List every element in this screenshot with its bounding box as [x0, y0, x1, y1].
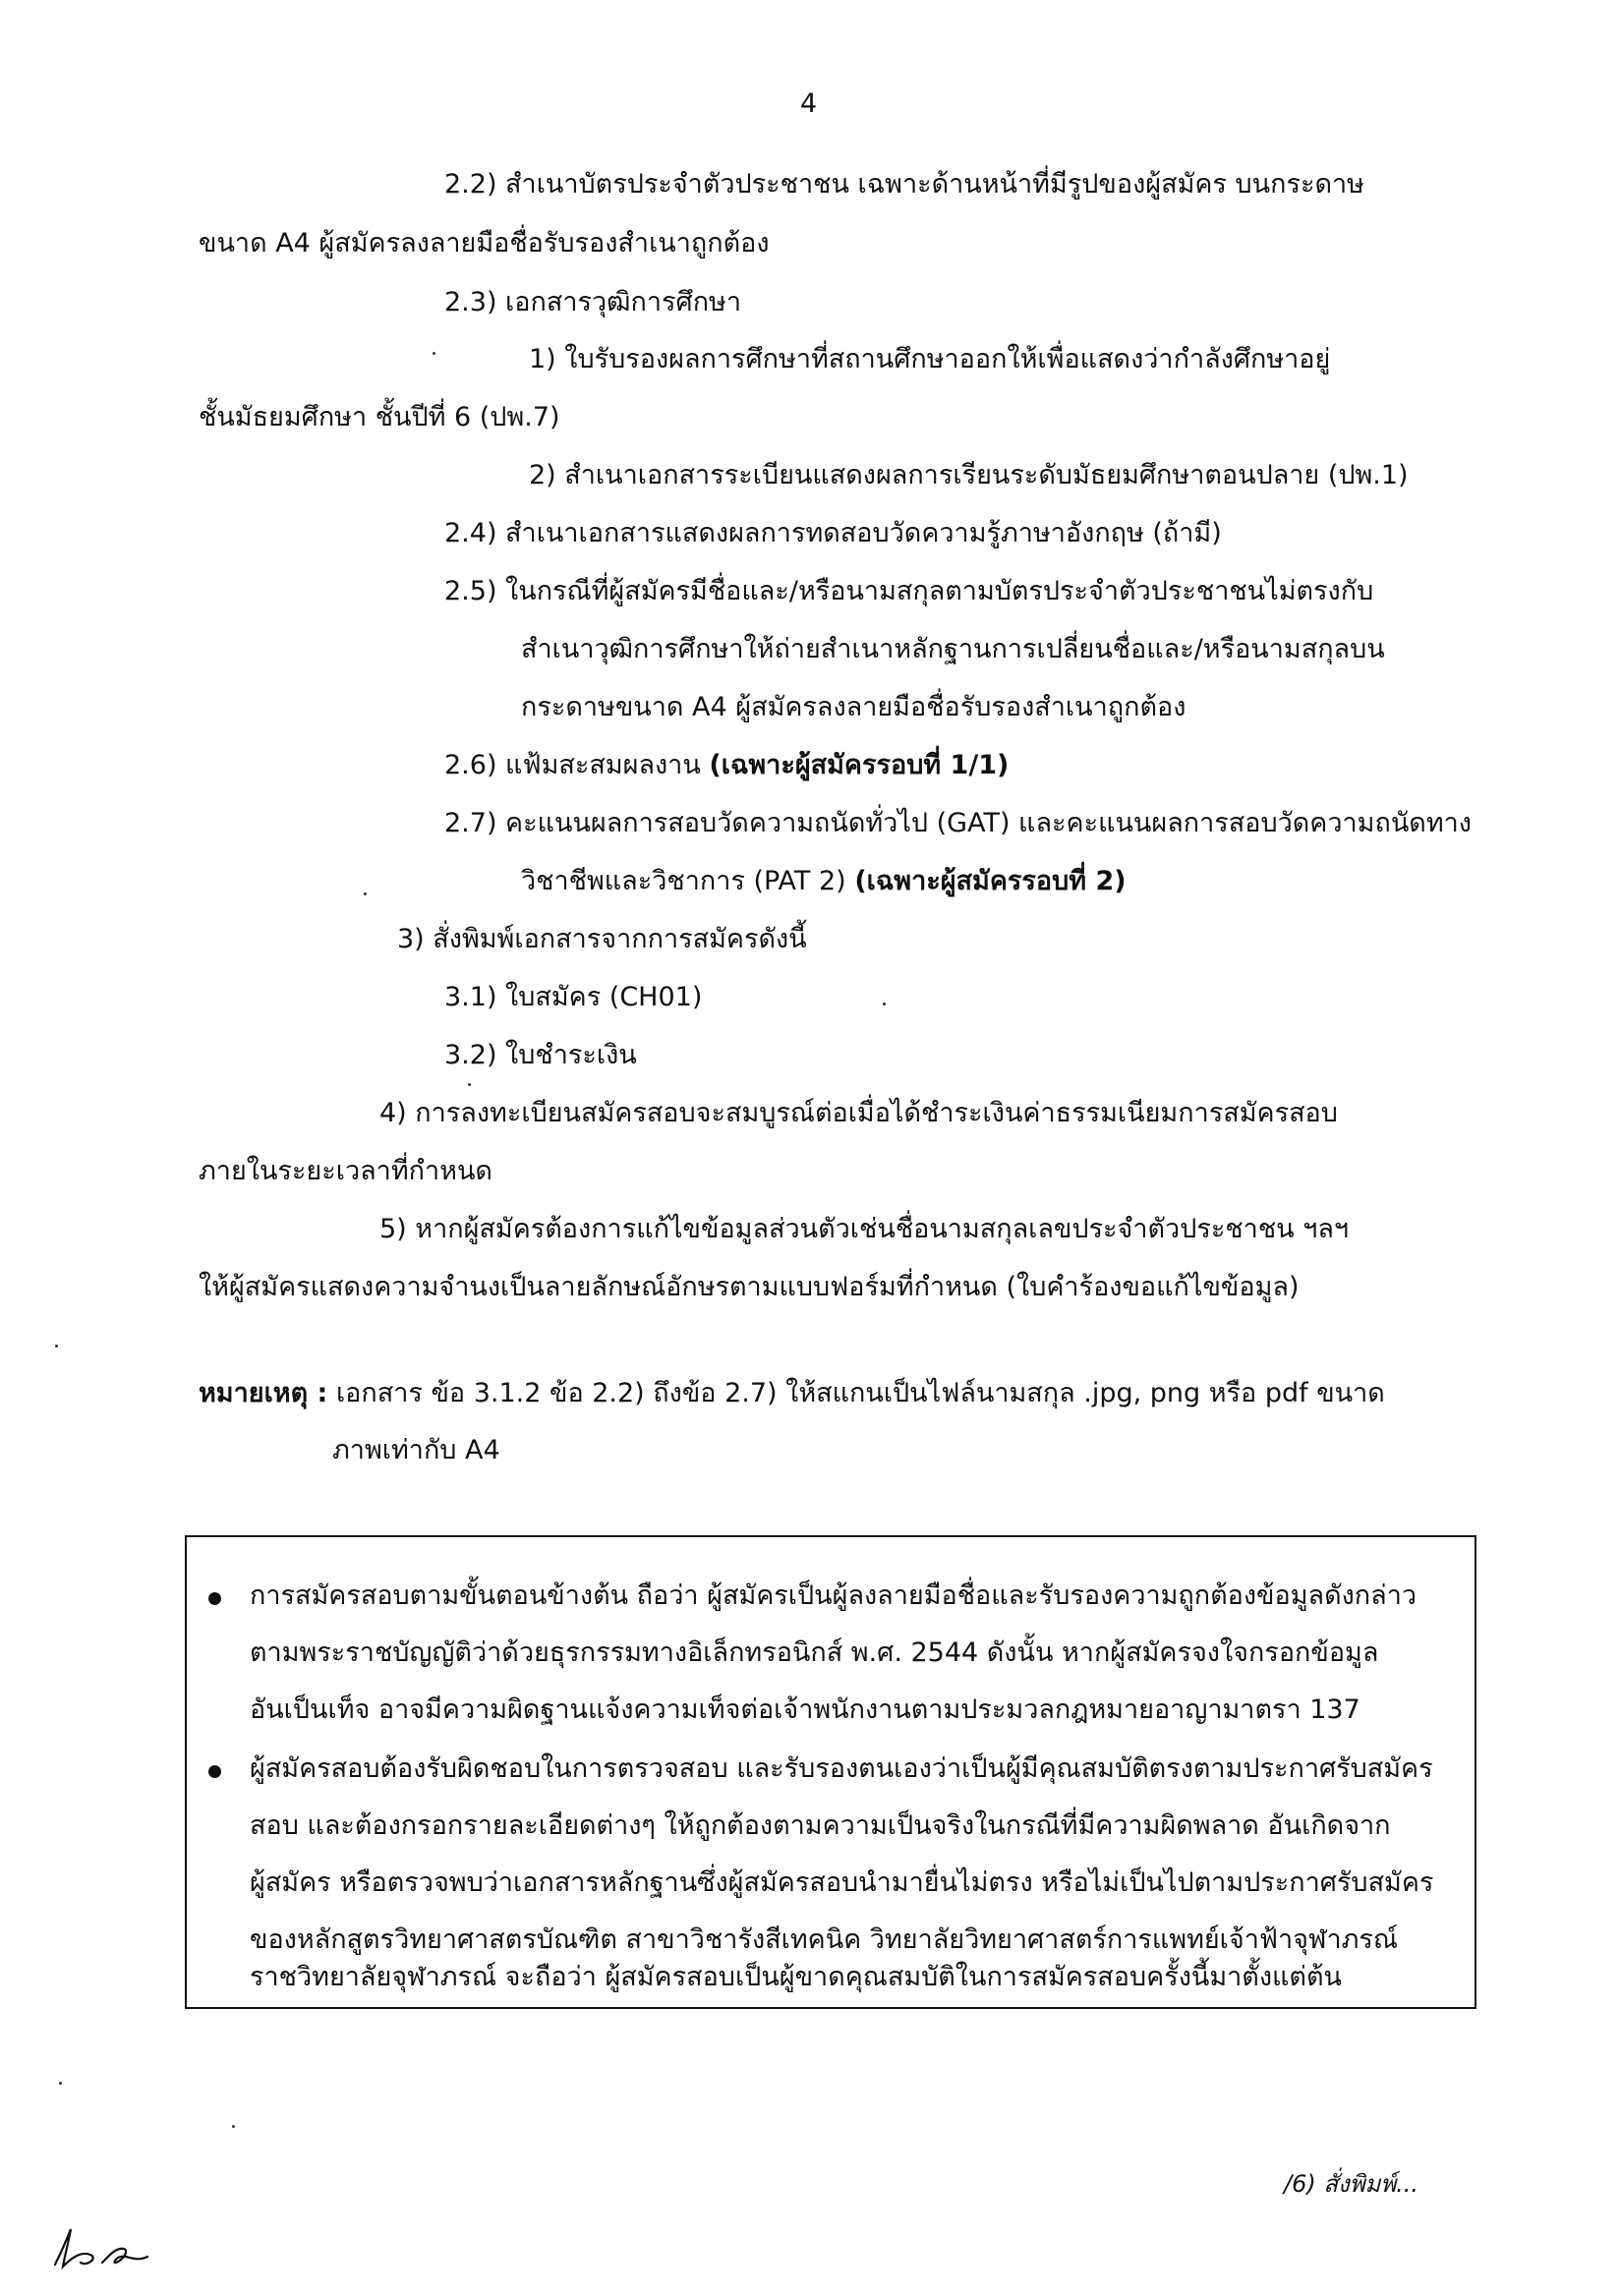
- item-2-3-1-line-1: 1) ใบรับรองผลการศึกษาที่สถานศึกษาออกให้เพื่อแสดงว่ากำลังศึกษาอยู่: [529, 344, 1331, 374]
- item-4-line-1: 4) การลงทะเบียนสมัครสอบจะสมบูรณ์ต่อเมื่อได้ชำระเงินค่าธรรมเนียมการสมัครสอบ: [379, 1098, 1338, 1128]
- bullet-icon: [208, 1592, 221, 1605]
- item-2-5-line-1: 2.5) ในกรณีที่ผู้สมัครมีชื่อและ/หรือนามสกุลตามบัตรประจำตัวประชาชนไม่ตรงกับ: [444, 576, 1374, 606]
- item-2-5-line-2: สำเนาวุฒิการศึกษาให้ถ่ายสำเนาหลักฐานการเปลี่ยนชื่อและ/หรือนามสกุลบน: [521, 634, 1385, 664]
- scan-speck: [433, 352, 435, 355]
- item-3-1: 3.1) ใบสมัคร (CH01): [444, 982, 703, 1012]
- item-2-2-line-2: ขนาด A4 ผู้สมัครลงลายมือชื่อรับรองสำเนาถูกต้อง: [199, 228, 770, 258]
- notice-1-line-1: การสมัครสอบตามขั้นตอนข้างต้น ถือว่า ผู้สมัครเป็นผู้ลงลายมือชื่อและรับรองความถูกต้องข้อมูลดังกล่าว: [250, 1580, 1418, 1611]
- notice-2-line-3: ผู้สมัคร หรือตรวจพบว่าเอกสารหลักฐานซึ่งผู้สมัครสอบนำมายื่นไม่ตรง หรือไม่เป็นไปตามประกาศรับสมัคร: [250, 1867, 1434, 1898]
- handwritten-initials: [47, 2223, 155, 2272]
- item-3-2: 3.2) ใบชำระเงิน: [444, 1040, 637, 1070]
- notice-2-line-4: ของหลักสูตรวิทยาศาสตรบัณฑิต สาขาวิชารังสีเทคนิค วิทยาลัยวิทยาศาสตร์การแพทย์เจ้าฟ้าจุฬาภรณ์: [250, 1924, 1398, 1955]
- note-line-2: ภาพเท่ากับ A4: [332, 1435, 500, 1465]
- notice-box: [185, 1535, 1476, 2009]
- item-2-7-text: วิชาชีพและวิชาการ (PAT 2): [521, 866, 846, 896]
- item-2-2-line-1: 2.2) สำเนาบัตรประจำตัวประชาชน เฉพาะด้านหน้าที่มีรูปของผู้สมัคร บนกระดาษ: [444, 169, 1364, 200]
- note-line-1: [199, 1374, 1385, 1413]
- note-text: เอกสาร ข้อ 3.1.2 ข้อ 2.2) ถึงข้อ 2.7) ให้สแกนเป็นไฟล์นามสกุล .jpg, png หรือ pdf ขนาด: [335, 1378, 1385, 1408]
- note-label: หมายเหตุ :: [199, 1378, 328, 1408]
- notice-2-line-5: ราชวิทยาลัยจุฬาภรณ์ จะถือว่า ผู้สมัครสอบเป็นผู้ขาดคุณสมบัติในการสมัครสอบครั้งนี้มาตั้งแต่ต้น: [250, 1962, 1342, 1992]
- bullet-icon: [208, 1765, 221, 1778]
- item-2-7-line-2: [521, 862, 1127, 901]
- notice-2-line-2: สอบ และต้องกรอกรายละเอียดต่างๆ ให้ถูกต้องตามความเป็นจริงในกรณีที่มีความผิดพลาด อันเกิดจาก: [250, 1810, 1391, 1841]
- page-number: 4: [800, 88, 818, 119]
- scan-speck: [232, 2125, 235, 2128]
- notice-2-line-1: ผู้สมัครสอบต้องรับผิดชอบในการตรวจสอบ และรับรองตนเองว่าเป็นผู้มีคุณสมบัติตรงตามประกาศรับสมัคร: [250, 1753, 1433, 1784]
- scan-speck: [364, 892, 367, 895]
- item-2-5-line-3: กระดาษขนาด A4 ผู้สมัครลงลายมือชื่อรับรองสำเนาถูกต้อง: [521, 692, 1186, 722]
- continuation-note: /6) สั่งพิมพ์...: [1284, 2170, 1419, 2198]
- scan-speck: [55, 1345, 58, 1348]
- notice-1-line-2: ตามพระราชบัญญัติว่าด้วยธุรกรรมทางอิเล็กทรอนิกส์ พ.ศ. 2544 ดังนั้น หากผู้สมัครจงใจกรอกข้อมูล: [250, 1637, 1379, 1668]
- notice-1-line-3: อันเป็นเท็จ อาจมีความผิดฐานแจ้งความเท็จต่อเจ้าพนักงานตามประมวลกฎหมายอาญามาตรา 137: [250, 1694, 1360, 1725]
- scan-speck: [59, 2082, 62, 2085]
- scan-speck: [883, 1003, 886, 1005]
- item-4-line-2: ภายในระยะเวลาที่กำหนด: [199, 1156, 492, 1186]
- item-5-line-1: 5) หากผู้สมัครต้องการแก้ไขข้อมูลส่วนตัวเช่นชื่อนามสกุลเลขประจำตัวประชาชน ฯลฯ: [379, 1214, 1350, 1244]
- item-2-7-line-1: 2.7) คะแนนผลการสอบวัดความถนัดทั่วไป (GAT) และคะแนนผลการสอบวัดความถนัดทาง: [444, 808, 1472, 838]
- item-5-line-2: ให้ผู้สมัครแสดงความจำนงเป็นลายลักษณ์อักษรตามแบบฟอร์มที่กำหนด (ใบคำร้องขอแก้ไขข้อมูล): [199, 1272, 1300, 1302]
- item-2-7-qualifier: (เฉพาะผู้สมัครรอบที่ 2): [854, 866, 1127, 896]
- item-2-3-2: 2) สำเนาเอกสารระเบียนแสดงผลการเรียนระดับมัธยมศึกษาตอนปลาย (ปพ.1): [529, 460, 1409, 490]
- item-2-3-heading: 2.3) เอกสารวุฒิการศึกษา: [444, 287, 741, 317]
- item-2-4: 2.4) สำเนาเอกสารแสดงผลการทดสอบวัดความรู้ภาษาอังกฤษ (ถ้ามี): [444, 518, 1222, 548]
- item-2-6: [444, 746, 1009, 785]
- item-2-6-text: 2.6) แฟ้มสะสมผลงาน: [444, 750, 701, 780]
- item-2-3-1-line-2: ชั้นมัธยมศึกษา ชั้นปีที่ 6 (ปพ.7): [199, 402, 560, 432]
- scan-speck: [468, 1083, 471, 1086]
- item-2-6-qualifier: (เฉพาะผู้สมัครรอบที่ 1/1): [709, 750, 1010, 780]
- item-3-heading: 3) สั่งพิมพ์เอกสารจากการสมัครดังนี้: [397, 924, 807, 954]
